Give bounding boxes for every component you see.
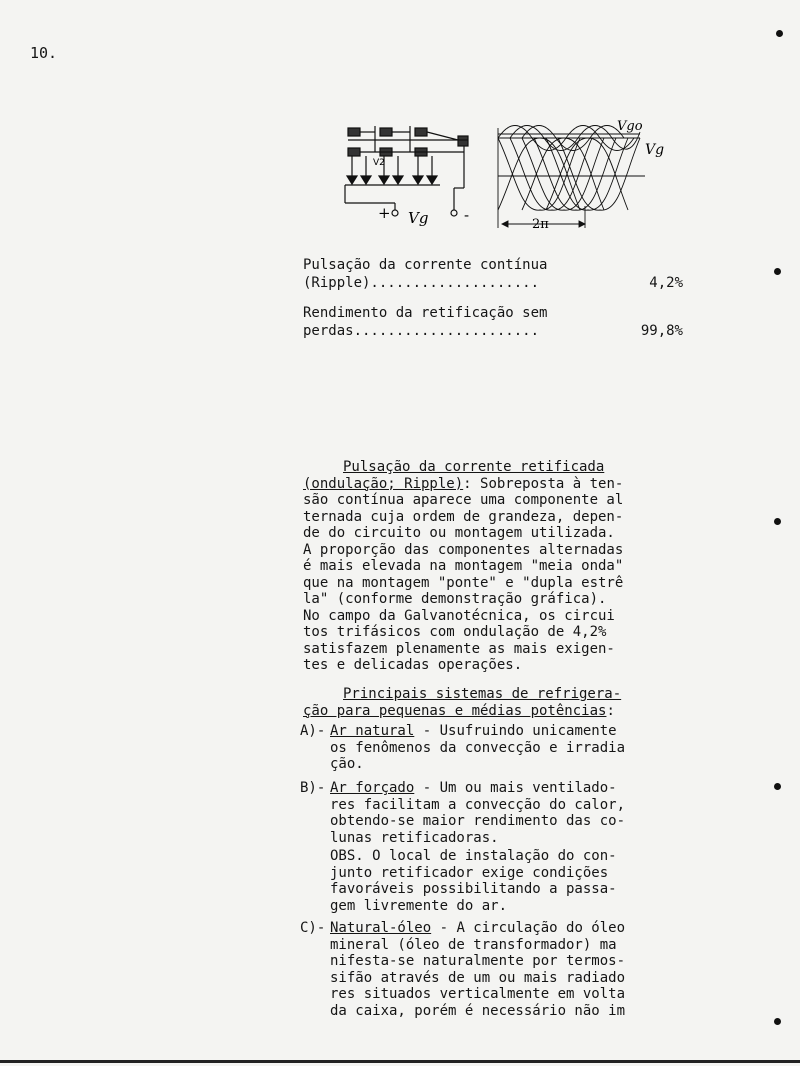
item-title: Natural-óleo: [330, 920, 432, 936]
yield-stat-value: 99,8%: [640, 323, 683, 339]
text-line: os fenômenos da convecção e irradia: [330, 739, 626, 756]
ripple-line: satisfazem plenamente as mais exigen-: [303, 640, 615, 657]
text-line: da caixa, porém é necessário não im: [330, 1002, 626, 1019]
ripple-stat-label: Pulsação da corrente contínua: [303, 257, 548, 273]
cooling-item-b: [300, 780, 688, 846]
obs-note: [330, 848, 690, 914]
text-line: nifesta-se naturalmente por termos-: [330, 953, 626, 969]
ripple-line: é mais elevada na montagem "meia onda": [303, 558, 624, 574]
text-line: [300, 723, 688, 740]
item-label: A)-: [300, 723, 326, 739]
text-line: lunas retificadoras.: [330, 829, 499, 846]
page-number: 10.: [30, 44, 58, 62]
text-line: gem livremente do ar.: [330, 897, 508, 914]
text-line: - Um ou mais ventilado-: [414, 780, 617, 796]
item-title: Ar forçado: [330, 780, 415, 796]
binding-hole-mark: [774, 518, 781, 525]
ripple-heading-term: (ondulação; Ripple): [303, 475, 464, 492]
ripple-heading-line2: [303, 476, 688, 493]
text-line: sifão através de um ou mais radiado: [330, 969, 626, 986]
ripple-heading-line1: Pulsação da corrente retificada: [343, 459, 605, 475]
text-line: ção.: [330, 756, 364, 772]
item-title: Ar natural: [330, 723, 415, 739]
ripple-line: la" (conforme demonstração gráfica).: [303, 591, 607, 607]
ripple-stat-leader: (Ripple)....................: [303, 275, 540, 291]
neutral-node: [458, 136, 468, 146]
label-period: 2π: [532, 217, 549, 232]
yield-stat-label: Rendimento da retificação sem: [303, 305, 548, 321]
item-label: B)-: [300, 780, 326, 796]
label-vgo: Vgo: [617, 119, 643, 134]
rectifier-stats: [303, 256, 683, 340]
page-bottom-edge: [0, 1060, 800, 1063]
label-vg-wave: Vg: [645, 142, 665, 158]
item-label: C)-: [300, 920, 326, 936]
cooling-heading-line2: ção para pequenas e médias potências:: [303, 702, 615, 719]
text-line: res situados verticalmente em volta: [330, 986, 626, 1002]
winding-1: [348, 128, 360, 136]
text-line: obtendo-se maior rendimento das co-: [330, 813, 626, 829]
label-plus: +: [378, 204, 391, 222]
ripple-stat-value: 4,2%: [649, 275, 683, 291]
text-line: - Usufruindo unicamente: [414, 723, 617, 739]
label-minus: -: [464, 206, 470, 224]
circuit-diagram: [345, 126, 468, 216]
ripple-stat-row: [303, 274, 683, 292]
cooling-item-a: [300, 723, 688, 773]
yield-stat-row: [303, 322, 683, 340]
text-line: [300, 780, 688, 797]
ripple-line: são contínua aparece uma componente al: [303, 492, 624, 508]
text-line: [300, 920, 688, 937]
ripple-line: de do circuito ou montagem utilizada.: [303, 525, 615, 541]
binding-hole-mark: [774, 1018, 781, 1025]
text-line: junto retificador exige condições: [330, 864, 609, 881]
ripple-line: No campo da Galvanotécnica, os circui: [303, 607, 615, 624]
binding-hole-mark: [774, 783, 781, 790]
ripple-line: A proporção das componentes alternadas: [303, 541, 624, 558]
cooling-item-c: [300, 920, 688, 1019]
ripple-paragraph: [303, 459, 688, 674]
winding-2: [380, 128, 392, 136]
binding-hole-mark: [774, 268, 781, 275]
text-line: favoráveis possibilitando a passa-: [330, 881, 617, 897]
rectifier-figure: [340, 118, 685, 238]
cooling-heading: [303, 686, 688, 719]
label-v2: V2: [373, 158, 385, 168]
yield-stat-leader: perdas......................: [303, 323, 540, 339]
ripple-line: ternada cuja ordem de grandeza, depen-: [303, 508, 624, 525]
text-line: - A circulação do óleo: [431, 920, 626, 936]
winding-3: [415, 128, 427, 136]
ripple-waveform: [498, 126, 645, 229]
text-line: OBS. O local de instalação do con-: [330, 848, 617, 864]
winding-4: [348, 148, 360, 156]
ripple-line: tos trifásicos com ondulação de 4,2%: [303, 624, 607, 640]
ripple-line: que na montagem "ponte" e "dupla estrê: [303, 574, 624, 591]
ripple-heading-rest: : Sobreposta à ten-: [463, 475, 624, 492]
cooling-heading-line1: Principais sistemas de refrigera-: [343, 686, 622, 702]
ripple-line: tes e delicadas operações.: [303, 657, 523, 673]
text-line: res facilitam a convecção do calor,: [330, 796, 626, 813]
binding-hole-mark: [776, 30, 783, 37]
label-vg: Vg: [408, 209, 429, 227]
text-line: mineral (óleo de transformador) ma: [330, 936, 617, 953]
